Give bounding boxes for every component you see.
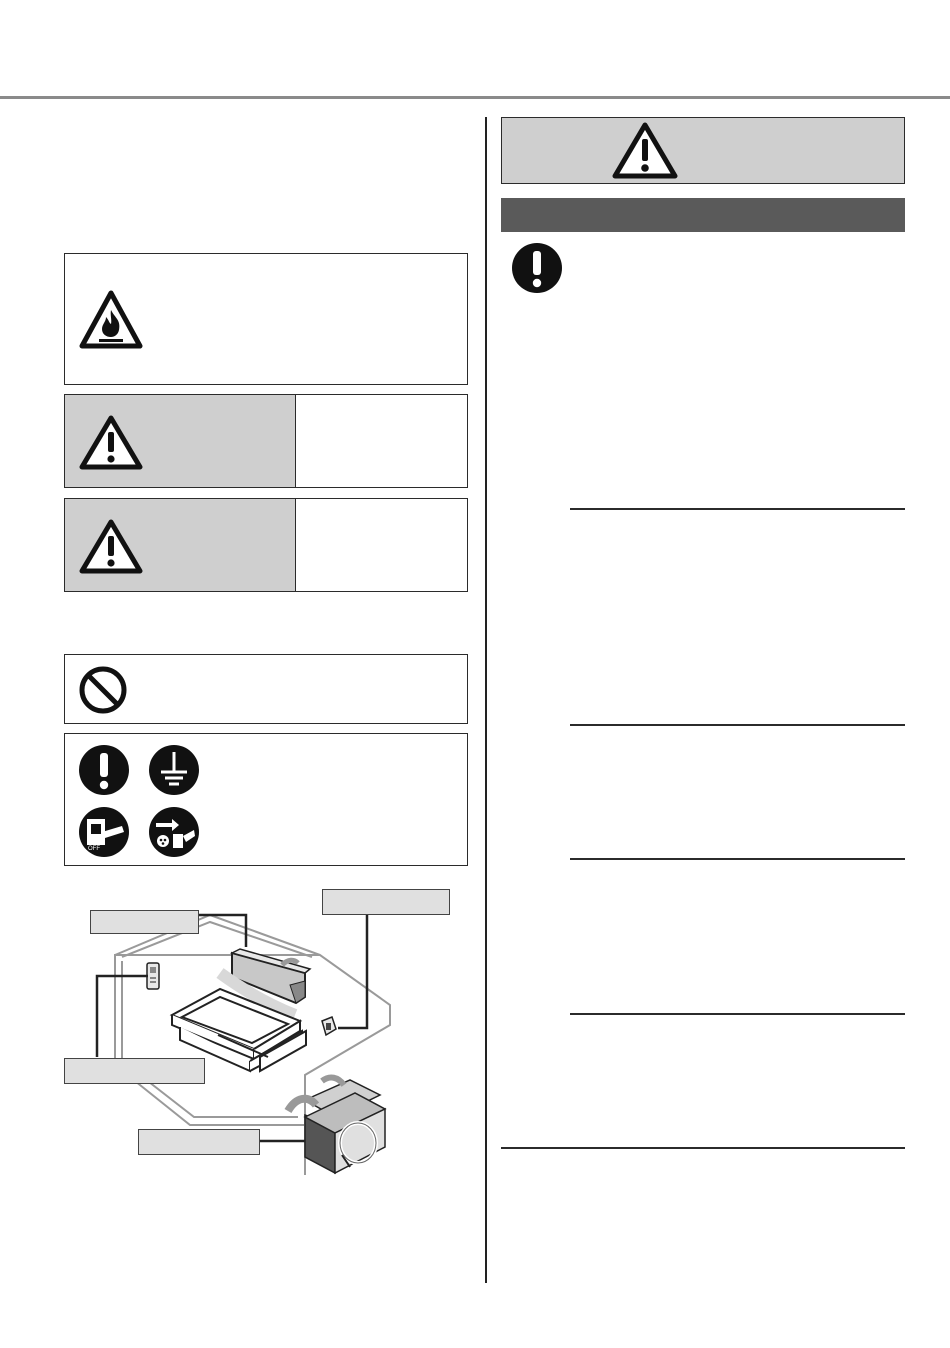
top-rule	[0, 96, 950, 99]
item-separator	[570, 724, 905, 726]
warning-triangle-icon	[79, 415, 143, 471]
item-separator	[570, 1013, 905, 1015]
exclamation-circle-icon	[78, 744, 130, 796]
unplug-icon	[148, 806, 200, 858]
warning-level-box	[64, 394, 468, 488]
warning-triangle-icon	[612, 122, 678, 180]
item-separator	[570, 858, 905, 860]
earth-ground-icon	[148, 744, 200, 796]
flammable-notice-box	[64, 253, 468, 385]
column-divider	[485, 117, 487, 1283]
outdoor-unit-label	[138, 1129, 260, 1155]
exclamation-circle-icon	[511, 242, 563, 294]
caution-level-box	[64, 498, 468, 592]
warning-triangle-icon	[79, 519, 143, 575]
section-header-bar	[501, 198, 905, 232]
mandatory-symbols-box	[64, 733, 468, 866]
power-supply-label	[322, 889, 450, 915]
remote-control-label	[64, 1058, 205, 1084]
warning-banner	[501, 117, 905, 184]
item-separator	[570, 508, 905, 510]
breaker-off-icon	[78, 806, 130, 858]
section-end-rule	[501, 1147, 905, 1149]
remote-control-illustration	[147, 963, 159, 989]
flammable-warning-icon	[79, 290, 143, 350]
indoor-unit-label	[90, 910, 199, 934]
power-outlet-illustration	[322, 1017, 336, 1035]
svg-text:OFF: OFF	[88, 846, 100, 852]
prohibited-symbol-box	[64, 654, 468, 724]
prohibited-circle-icon	[78, 665, 128, 715]
